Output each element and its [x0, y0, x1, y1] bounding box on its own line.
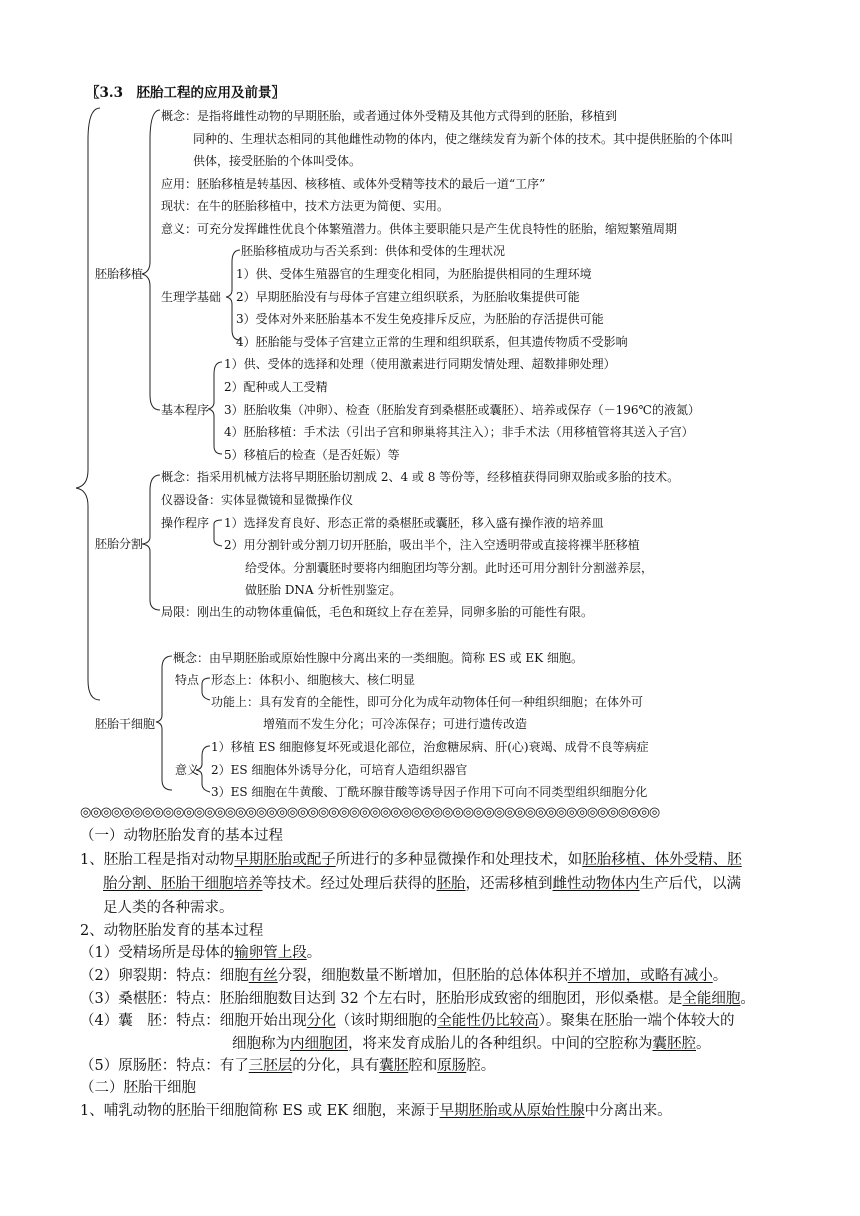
notes-p2: 2、动物胚胎发育的基本过程	[80, 923, 264, 939]
notes-p1: 1、胚胎工程是指对动物早期胚胎或配子所进行的多种显微操作和处理技术，如胚胎移植、体外受精、胚	[80, 852, 742, 868]
sig-item-1: 1）移植 ES 细胞修复坏死或退化部位，治愈糖尿病、肝(心)衰竭、成骨不良等病症	[211, 740, 649, 754]
physio-item-0: 胚胎移植成功与否关系到：供体和受体的生理状况	[241, 244, 506, 258]
proc-item-5: 5）移植后的检查（是否妊娠）等	[224, 448, 400, 462]
proc-item-3: 3）胚胎收集（冲卵）、检查（胚胎发育到桑椹胚或囊胚）、培养或保存（－196℃的液氮）	[224, 403, 700, 417]
split-equipment: 仪器设备：实体显微镜和显微操作仪	[161, 493, 354, 507]
notes-p1-line2: 胎分割、胚胎干细胞培养等技术。经过处理后获得的胚胎，还需移植到雌性动物体内生产后代，以满	[103, 876, 741, 892]
split-label: 胚胎分割	[95, 537, 144, 551]
notes-heading-1: （一）动物胚胎发育的基本过程	[80, 828, 283, 844]
stage-2: （2）卵裂期：特点：细胞有丝分裂，细胞数量不断增加，但胚胎的总体体积并不增加，或略有减小。	[80, 968, 728, 984]
stage-4-line2: 细胞称为内细胞团，将来发育成胎儿的各种组织。中间的空腔称为囊胚腔。	[232, 1036, 711, 1052]
proc-item-2: 2）配种或人工受精	[224, 380, 328, 394]
stage-3: （3）桑椹胚：特点：胚胎细胞数目达到 32 个左右时，胚胎形成致密的细胞团，形似桑椹。是全能细胞。	[80, 991, 755, 1007]
notes-p1-line3: 足人类的各种需求。	[103, 900, 234, 916]
feat-morph: 形态上：体积小、细胞核大、核仁明显	[211, 673, 416, 687]
sig-item-3: 3）ES 细胞在牛黄酸、丁酰环腺苷酸等诱导因子作用下可向不同类型组织细胞分化	[211, 785, 648, 799]
divider: ◎◎◎◎◎◎◎◎◎◎◎◎◎◎◎◎◎◎◎◎◎◎◎◎◎◎◎◎◎◎◎◎◎◎◎◎◎◎◎◎◎◎◎◎◎◎◎◎◎◎◎◎◎◎◎◎	[80, 805, 660, 820]
stage-5: （5）原肠胚：特点：有了三胚层的分化，具有囊胚腔和原肠腔。	[80, 1058, 496, 1074]
proc-item-4: 4）胚胎移植：手术法（引出子宫和卵巢将其注入）；非手术法（用移植管将其送入子宫）	[224, 425, 694, 439]
stem-label: 胚胎干细胞	[95, 717, 156, 731]
physio-item-1: 1）供、受体生殖器官的生理变化相同，为胚胎提供相同的生理环境	[236, 267, 592, 281]
transfer-concept-1: 概念：是指将雌性动物的早期胚胎，或者通过体外受精及其他方式得到的胚胎，移植到	[161, 109, 618, 123]
proc-item-1: 1）供、受体的选择和处理（使用激素进行同期发情处理、超数排卵处理）	[224, 357, 616, 371]
op-item-2b: 给受体。分割囊胚时要将内细胞团均等分割。此时还可用分割针分割滋养层，	[245, 561, 654, 575]
feat-func-2: 增殖而不发生分化；可冷冻保存；可进行遗传改造	[263, 717, 528, 731]
transfer-concept-2: 同种的、生理状态相同的其他雌性动物的体内，使之继续发育为新个体的技术。其中提供胚胎的个体叫	[193, 132, 734, 146]
op-item-2: 2）用分割针或分割刀切开胚胎，吸出半个，注入空透明带或直接将裸半胚移植	[224, 538, 640, 552]
proc-label: 基本程序	[161, 403, 210, 417]
sig-label: 意义	[175, 763, 200, 777]
feat-label: 特点	[175, 673, 200, 687]
feat-func-1: 功能上：具有发育的全能性，即可分化为成年动物体任何一种组织细胞；在体外可	[211, 695, 644, 709]
op-item-1: 1）选择发育良好、形态正常的桑椹胚或囊胚，移入盛有操作液的培养皿	[224, 516, 604, 530]
transfer-concept-3: 供体，接受胚胎的个体叫受体。	[193, 154, 362, 168]
op-label: 操作程序	[161, 516, 210, 530]
physio-label: 生理学基础	[161, 290, 222, 304]
split-concept: 概念：指采用机械方法将早期胚胎切割成 2、4 或 8 等份等，经移植获得同卵双胎或多胎的技术。	[161, 470, 680, 484]
physio-item-3: 3）受体对外来胚胎基本不发生免疫排斥反应，为胚胎的存活提供可能	[236, 312, 604, 326]
split-limit: 局限：刚出生的动物体重偏低，毛色和斑纹上存在差异，同卵多胎的可能性有限。	[161, 605, 594, 619]
stem-concept: 概念：由早期胚胎或原始性腺中分离出来的一类细胞。简称 ES 或 EK 细胞。	[173, 651, 583, 665]
op-item-2c: 做胚胎 DNA 分析性别鉴定。	[245, 583, 402, 597]
transfer-status: 现状：在牛的胚胎移植中，技术方法更为简便、实用。	[161, 199, 450, 213]
notes-p3: 1、哺乳动物的胚胎干细胞简称 ES 或 EK 细胞，来源于早期胚胎或从原始性腺中分离出来。	[80, 1103, 672, 1119]
physio-item-4: 4）胚胎能与受体子宫建立正常的生理和组织联系，但其遗传物质不受影响	[236, 335, 628, 349]
sig-item-2: 2）ES 细胞体外诱导分化，可培育人造组织器官	[211, 763, 468, 777]
transfer-significance: 意义：可充分发挥雌性优良个体繁殖潜力。供体主要职能只是产生优良特性的胚胎，缩短繁殖周期	[161, 222, 678, 236]
physio-item-2: 2）早期胚胎没有与母体子宫建立组织联系，为胚胎收集提供可能	[236, 290, 580, 304]
stage-1: （1）受精场所是母体的输卵管上段。	[80, 945, 322, 961]
notes-heading-2: （二）胚胎干细胞	[80, 1080, 196, 1096]
section-title: 〖3.3 胚胎工程的应用及前景〗	[86, 85, 285, 101]
transfer-label: 胚胎移植	[95, 267, 144, 281]
transfer-application: 应用：胚胎移植是转基因、核移植、或体外受精等技术的最后一道“工序”	[161, 177, 546, 191]
stage-4: （4）囊 胚：特点：细胞开始出现分化（该时期细胞的全能性仍比较高）。聚集在胚胎一端个体较大的	[80, 1013, 735, 1029]
